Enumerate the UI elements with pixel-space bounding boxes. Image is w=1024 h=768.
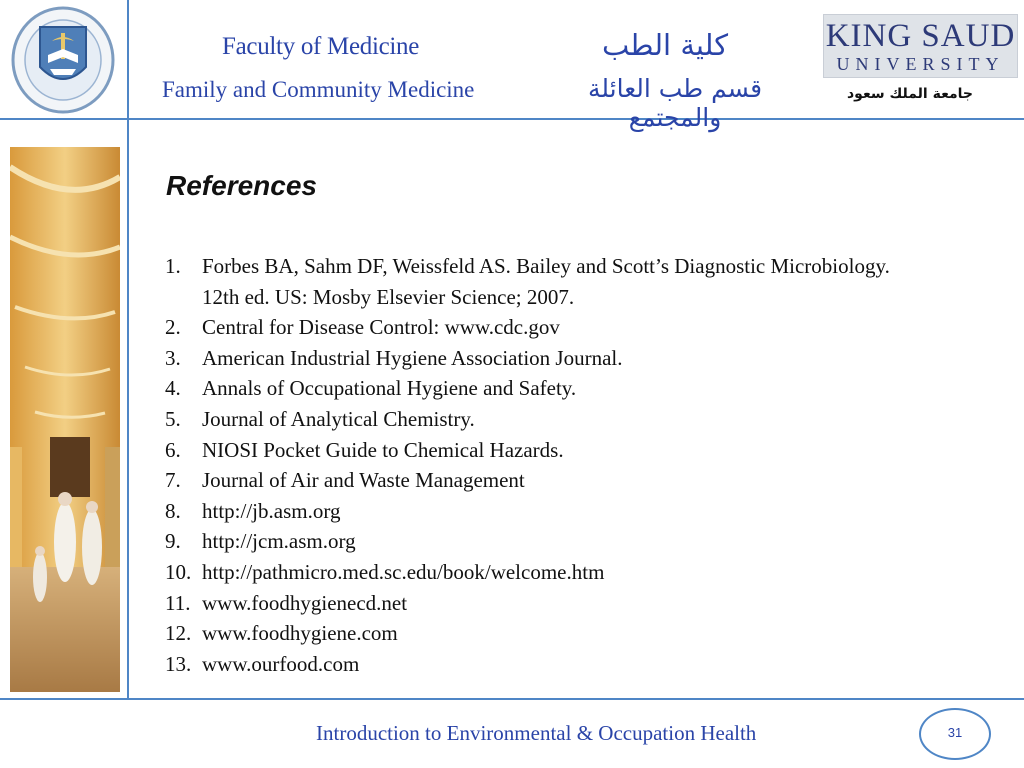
list-item-text: Forbes BA, Sahm DF, Weissfeld AS. Bailey and Scott’s Diagnostic Microbiology. 12th ed. US: Mosby Elsevier Science; 2007. — [202, 254, 890, 309]
list-item-number: 11. — [165, 590, 191, 615]
list-item-text: Journal of Air and Waste Management — [202, 468, 525, 493]
list-item-number: 10. — [165, 559, 192, 584]
list-item-text: Journal of Analytical Chemistry. — [202, 406, 475, 431]
vertical-divider — [127, 0, 129, 700]
list-item-number: 3. — [165, 345, 181, 370]
university-name-arabic: جامعة الملك سعود — [847, 86, 973, 102]
footer-divider — [0, 698, 1024, 700]
faculty-name-arabic: كلية الطب — [601, 28, 729, 62]
list-item — [165, 557, 925, 588]
list-item — [165, 312, 925, 343]
reference-list — [165, 251, 925, 679]
list-item-number: 6. — [165, 437, 181, 462]
faculty-name-english: Faculty of Medicine — [222, 33, 420, 60]
list-item-text: NIOSI Pocket Guide to Chemical Hazards. — [202, 437, 564, 462]
list-item-text: http://jb.asm.org — [202, 498, 341, 523]
department-name-arabic: قسم طب العائلة والمجتمع — [587, 74, 763, 132]
list-item — [165, 618, 925, 649]
list-item-text: www.foodhygiene.com — [202, 621, 398, 646]
list-item-text: www.ourfood.com — [202, 651, 360, 676]
slide-title: References — [166, 170, 317, 201]
list-item — [165, 251, 925, 312]
list-item-text: American Industrial Hygiene Association Journal. — [202, 345, 623, 370]
list-item-number: 13. — [165, 651, 192, 676]
list-item — [165, 526, 925, 557]
department-name-english: Family and Community Medicine — [162, 77, 475, 102]
list-item — [165, 588, 925, 619]
corridor-photo — [10, 147, 120, 692]
list-item-number: 7. — [165, 468, 181, 493]
university-wordmark-line2: UNIVERSITY — [836, 54, 1005, 74]
list-item — [165, 435, 925, 466]
list-item — [165, 496, 925, 527]
list-item-text: www.foodhygienecd.net — [202, 590, 408, 615]
page-number: 31 — [947, 725, 963, 740]
university-seal-logo — [10, 5, 116, 115]
list-item — [165, 465, 925, 496]
list-item-number: 1. — [165, 254, 181, 278]
list-item — [165, 404, 925, 435]
list-item-text: http://jcm.asm.org — [202, 529, 356, 554]
list-item-text: http://pathmicro.med.sc.edu/book/welcome.htm — [202, 559, 605, 584]
list-item-number: 5. — [165, 406, 181, 431]
university-wordmark — [823, 14, 1018, 78]
list-item-number: 12. — [165, 621, 192, 646]
list-item — [165, 649, 925, 680]
list-item-number: 4. — [165, 376, 181, 401]
list-item — [165, 373, 925, 404]
list-item — [165, 343, 925, 374]
list-item-number: 8. — [165, 498, 181, 523]
header-divider — [0, 118, 1024, 120]
list-item-number: 9. — [165, 529, 181, 554]
list-item-number: 2. — [165, 315, 181, 340]
page-number-badge — [919, 708, 991, 760]
list-item-text: Central for Disease Control: www.cdc.gov — [202, 315, 560, 340]
course-title-footer: Introduction to Environmental & Occupation Health — [316, 721, 757, 745]
university-wordmark-line1: KING SAUD — [825, 18, 1016, 54]
list-item-text: Annals of Occupational Hygiene and Safety. — [202, 376, 577, 401]
